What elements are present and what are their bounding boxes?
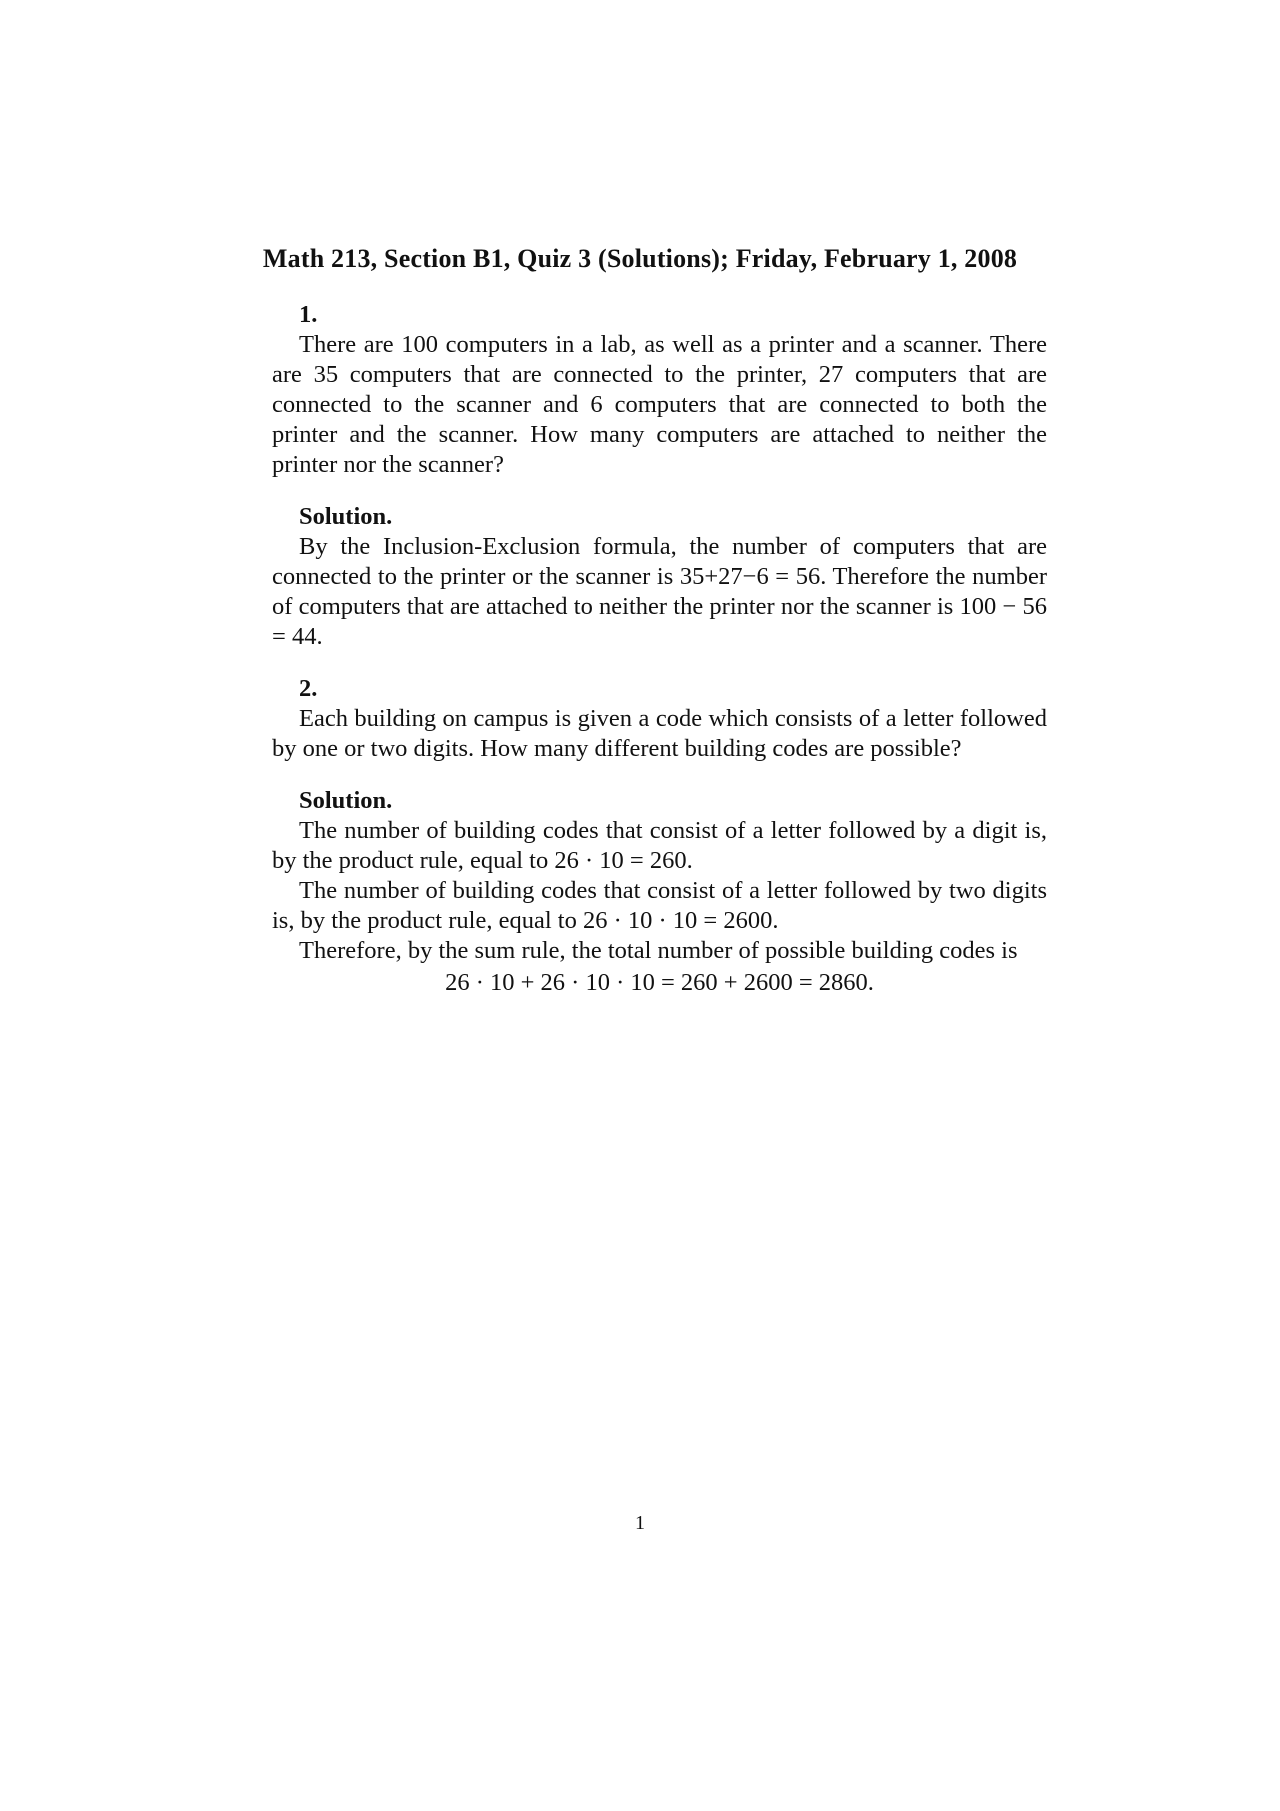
problem-2-number: 2. bbox=[299, 675, 318, 702]
problem-2-solution-heading: Solution. bbox=[299, 787, 393, 814]
problem-2-solution-text-1: The number of building codes that consist of a letter followed by a digit is, by the product rule, equal to 26 · 10 = 260. bbox=[272, 817, 1047, 874]
problem-1-question: There are 100 computers in a lab, as well as a printer and a scanner. There are 35 computers that are connected to the printer, 27 computers that are connected to the scanner and 6 computers that are connected to both the printer and the scanner. How many computers are attached to neither the printer nor the scanner? bbox=[272, 331, 1047, 478]
problem-1-solution-heading: Solution. bbox=[299, 503, 393, 530]
page-title: Math 213, Section B1, Quiz 3 (Solutions); Friday, February 1, 2008 bbox=[262, 244, 1018, 273]
problem-2-question: Each building on campus is given a code which consists of a letter followed by one or two digits. How many different building codes are possible? bbox=[272, 705, 1047, 762]
problem-2-display-equation: 26 · 10 + 26 · 10 · 10 = 260 + 2600 = 2860. bbox=[445, 969, 874, 996]
problem-1-number: 1. bbox=[299, 301, 318, 328]
page-number: 1 bbox=[635, 1512, 645, 1534]
problem-1-solution-text: By the Inclusion-Exclusion formula, the number of computers that are connected to the printer or the scanner is 35+27−6 = 56. Therefore the number of computers that are attached to neither the printer nor the scanner is 100 − 56 = 44. bbox=[272, 533, 1047, 650]
problem-2-solution-text-2: The number of building codes that consist of a letter followed by two digits is, by the product rule, equal to 26 · 10 · 10 = 2600. bbox=[272, 877, 1047, 934]
document-body bbox=[272, 300, 1047, 998]
problem-2-solution-text-3: Therefore, by the sum rule, the total number of possible building codes is bbox=[299, 937, 1018, 964]
